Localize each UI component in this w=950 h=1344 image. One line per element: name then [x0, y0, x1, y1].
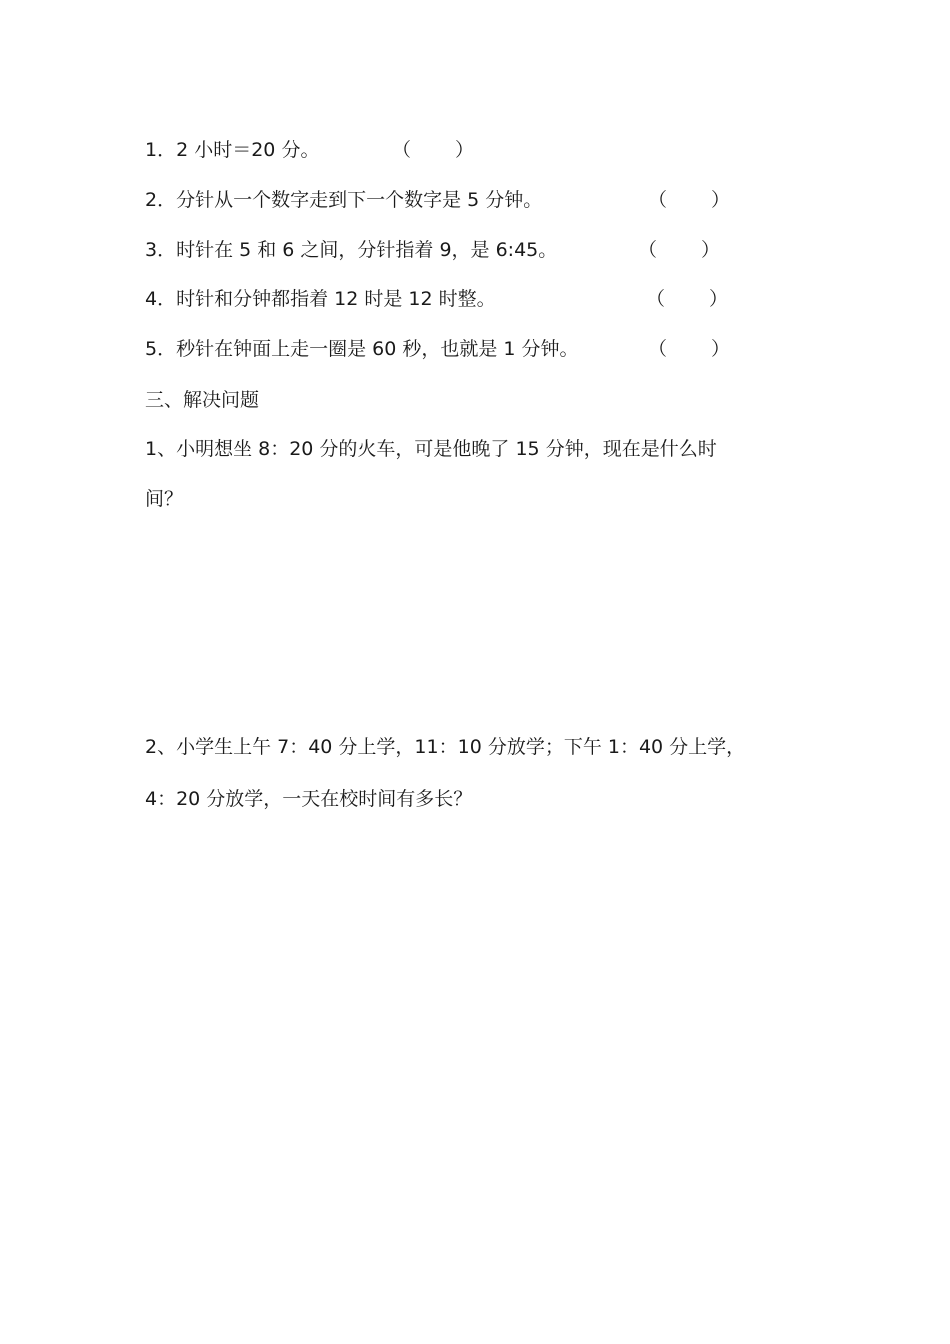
item-text: 2 小时＝20 分。 [176, 139, 320, 161]
answer-blank-4[interactable] [646, 286, 728, 312]
item-text: 时针和分钟都指着 12 时是 12 时整。 [176, 288, 496, 310]
judgment-item-2 [145, 187, 542, 213]
judgment-item-5 [145, 336, 579, 362]
item-number: 2． [145, 189, 177, 211]
paren-close: ） [711, 338, 731, 360]
paren-close: ） [701, 239, 721, 261]
item-text: 时针在 5 和 6 之间，分针指着 9，是 6:45。 [176, 239, 558, 261]
item-text: 秒针在钟面上走一圈是 60 秒，也就是 1 分钟。 [176, 338, 579, 360]
judgment-item-1 [145, 137, 319, 163]
judgment-item-3 [145, 237, 557, 263]
problem-2-line-2: 4：20 分放学，一天在校时间有多长？ [145, 788, 473, 810]
paren-close: ） [711, 189, 731, 211]
problem-1-line-2: 间？ [145, 488, 184, 510]
paren-open: （ [648, 189, 668, 211]
judgment-item-4 [145, 286, 496, 312]
problem-2-line-1: 2、小学生上午 7：40 分上学，11：10 分放学；下午 1：40 分上学， [145, 736, 746, 758]
paren-close: ） [709, 288, 729, 310]
item-number: 4． [145, 288, 177, 310]
answer-blank-1[interactable] [392, 137, 474, 163]
answer-blank-2[interactable] [648, 187, 730, 213]
answer-blank-5[interactable] [648, 336, 730, 362]
section-title: 三、解决问题 [145, 389, 260, 411]
item-number: 3． [145, 239, 177, 261]
paren-open: （ [392, 139, 412, 161]
paren-close: ） [455, 139, 475, 161]
paren-open: （ [638, 239, 658, 261]
item-text: 分针从一个数字走到下一个数字是 5 分钟。 [176, 189, 543, 211]
item-number: 1． [145, 139, 177, 161]
answer-blank-3[interactable] [638, 237, 720, 263]
problem-1-line-1: 1、小明想坐 8：20 分的火车，可是他晚了 15 分钟，现在是什么时 [145, 438, 717, 460]
paren-open: （ [646, 288, 666, 310]
paren-open: （ [648, 338, 668, 360]
item-number: 5． [145, 338, 177, 360]
